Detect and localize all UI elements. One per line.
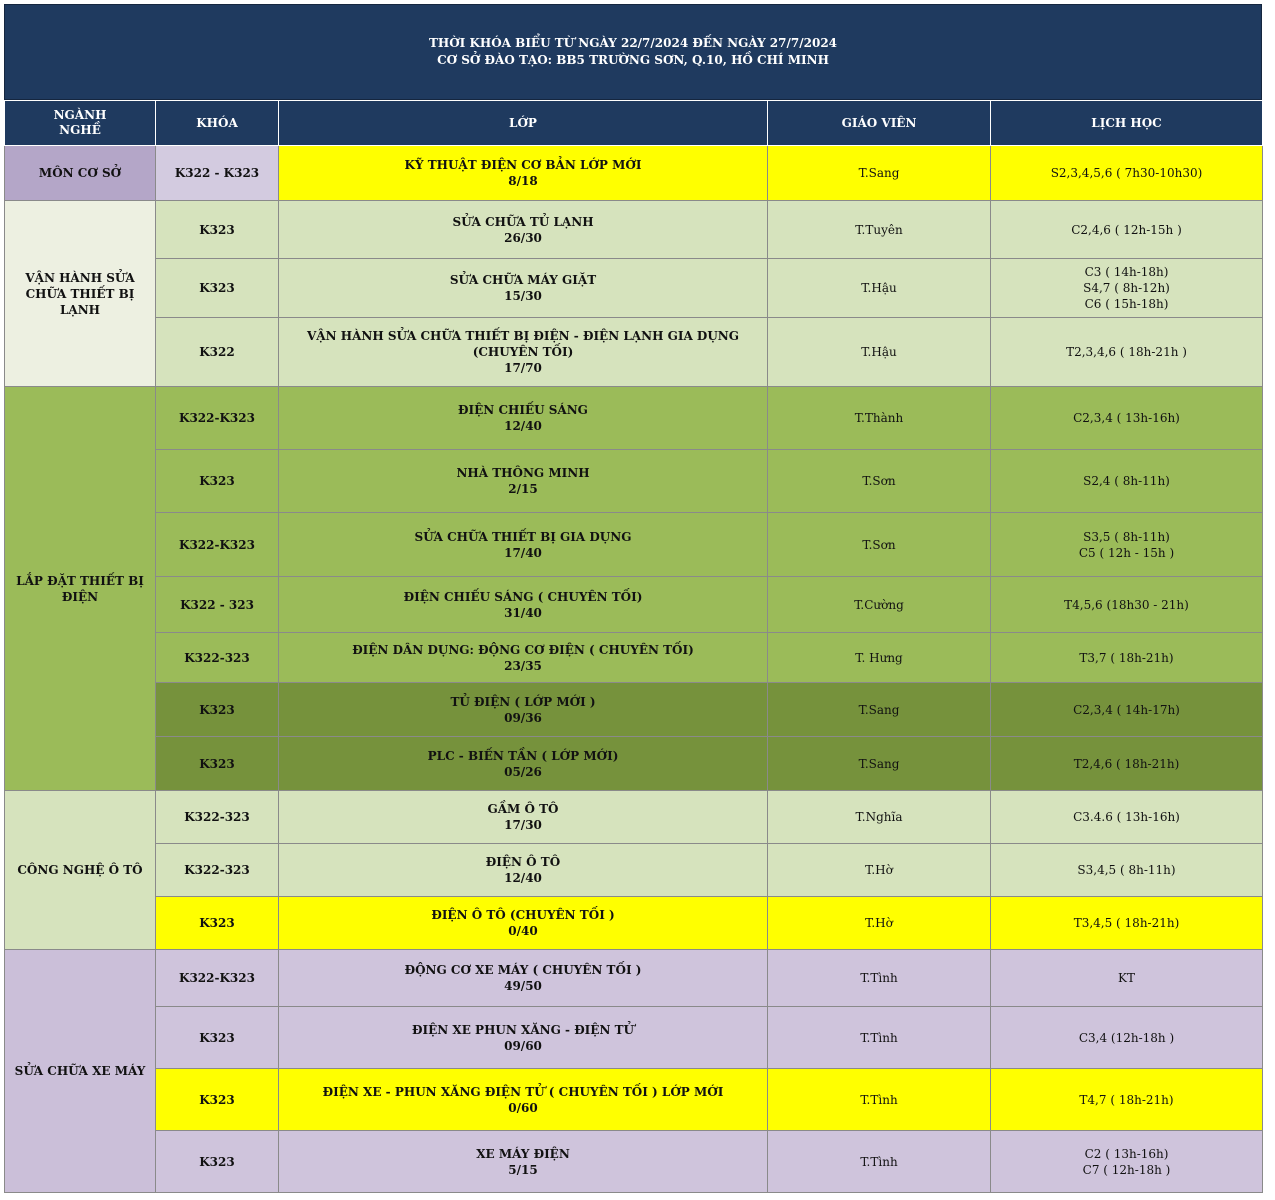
table-row: [5, 897, 1263, 950]
lich-hoc-line: C7 ( 12h-18h ): [1082, 1162, 1171, 1177]
lop-name: ĐỘNG CƠ XE MÁY ( CHUYÊN TỐI ): [404, 963, 642, 977]
lich-hoc-line: S3,4,5 ( 8h-11h): [1077, 863, 1176, 877]
nganh-cell: MÔN CƠ SỞ: [5, 146, 156, 201]
lich-hoc-line: S2,4 ( 8h-11h): [1083, 474, 1170, 488]
lich-hoc-cell: [991, 683, 1263, 737]
lich-hoc-line: S2,3,4,5,6 ( 7h30-10h30): [1050, 166, 1203, 180]
lich-hoc-cell: [991, 513, 1263, 577]
giao-vien-cell: T.Nghĩa: [768, 791, 991, 844]
lich-hoc-line: C3 ( 14h-18h): [1084, 265, 1169, 279]
giao-vien-cell: T.Sơn: [768, 513, 991, 577]
lop-cell: [279, 1007, 768, 1069]
lich-hoc-line: S4,7 ( 8h-12h): [1083, 281, 1170, 295]
schedule-table: [4, 100, 1263, 1193]
khoa-cell: K323: [156, 1007, 279, 1069]
lop-count: 15/30: [504, 289, 542, 303]
table-row: [5, 318, 1263, 387]
khoa-cell: K322-323: [156, 633, 279, 683]
lich-hoc-line: T4,5,6 (18h30 - 21h): [1064, 597, 1189, 612]
table-row: [5, 259, 1263, 318]
lop-cell: [279, 844, 768, 897]
col-header-giao-vien: GIÁO VIÊN: [768, 101, 991, 146]
lop-name: GẦM Ô TÔ: [487, 802, 559, 816]
nganh-cell: CÔNG NGHỆ Ô TÔ: [5, 791, 156, 950]
lich-hoc-line: C3,4 (12h-18h ): [1078, 1030, 1175, 1045]
lich-hoc-cell: [991, 791, 1263, 844]
lop-cell: [279, 1069, 768, 1131]
table-row: [5, 950, 1263, 1007]
lop-count: 0/60: [508, 1100, 538, 1115]
lop-count: 2/15: [508, 482, 538, 496]
khoa-cell: K322-K323: [156, 950, 279, 1007]
lich-hoc-line: C2,3,4 ( 13h-16h): [1073, 411, 1180, 425]
lop-cell: [279, 387, 768, 450]
table-row: [5, 1007, 1263, 1069]
lop-count: 31/40: [504, 605, 542, 620]
lich-hoc-cell: [991, 1007, 1263, 1069]
giao-vien-cell: T.Cường: [768, 577, 991, 633]
lich-hoc-line: C2,4,6 ( 12h-15h ): [1071, 222, 1182, 237]
col-header-nganh: [5, 101, 156, 146]
lich-hoc-line: T3,7 ( 18h-21h): [1079, 650, 1174, 665]
lich-hoc-line: C5 ( 12h - 15h ): [1078, 545, 1175, 560]
lop-name: ĐIỆN Ô TÔ: [485, 855, 561, 869]
lop-name: ĐIỆN Ô TÔ (CHUYÊN TỐI ): [431, 908, 615, 922]
lop-cell: [279, 683, 768, 737]
table-row: [5, 1069, 1263, 1131]
table-row: [5, 791, 1263, 844]
lop-cell: [279, 791, 768, 844]
lop-cell: [279, 1131, 768, 1193]
table-row: [5, 513, 1263, 577]
giao-vien-cell: T.Thành: [768, 387, 991, 450]
lich-hoc-cell: [991, 259, 1263, 318]
lich-hoc-cell: [991, 633, 1263, 683]
lop-count: 17/30: [504, 818, 542, 832]
khoa-cell: K323: [156, 450, 279, 513]
col-header-nganh-line2: NGHỀ: [59, 123, 101, 137]
lich-hoc-line: T2,3,4,6 ( 18h-21h ): [1066, 345, 1187, 359]
table-row: [5, 633, 1263, 683]
schedule-banner: [4, 4, 1262, 100]
giao-vien-cell: T.Sang: [768, 683, 991, 737]
lop-count: 12/40: [504, 871, 542, 885]
khoa-cell: K322 - 323: [156, 577, 279, 633]
khoa-cell: K323: [156, 737, 279, 791]
lich-hoc-line: S3,5 ( 8h-11h): [1083, 529, 1170, 544]
lop-name: PLC - BIẾN TẦN ( LỚP MỚI): [427, 748, 619, 763]
lich-hoc-line: C3.4.6 ( 13h-16h): [1073, 810, 1180, 824]
lich-hoc-cell: [991, 450, 1263, 513]
table-row: [5, 683, 1263, 737]
lop-name: ĐIỆN XE PHUN XĂNG - ĐIỆN TỬ: [412, 1022, 634, 1037]
lop-name: ĐIỆN XE - PHUN XĂNG ĐIỆN TỬ ( CHUYÊN TỐI ) LỚP MỚI: [322, 1084, 724, 1099]
lich-hoc-cell: [991, 1069, 1263, 1131]
khoa-cell: K322-K323: [156, 387, 279, 450]
col-header-khoa: KHÓA: [156, 101, 279, 146]
lop-cell: [279, 201, 768, 259]
col-header-nganh-line1: NGÀNH: [53, 108, 107, 122]
lich-hoc-line: T2,4,6 ( 18h-21h): [1073, 756, 1180, 771]
khoa-cell: K323: [156, 683, 279, 737]
giao-vien-cell: T.Hậu: [768, 259, 991, 318]
lop-name: ĐIỆN DÂN DỤNG: ĐỘNG CƠ ĐIỆN ( CHUYÊN TỐI): [352, 642, 694, 657]
lich-hoc-line: C2,3,4 ( 14h-17h): [1073, 702, 1180, 717]
lop-count: 8/18: [508, 174, 538, 188]
lop-count: 26/30: [504, 230, 542, 245]
lich-hoc-cell: [991, 387, 1263, 450]
lop-name: TỦ ĐIỆN ( LỚP MỚI ): [450, 694, 596, 709]
lop-name: NHÀ THÔNG MINH: [456, 466, 590, 480]
lich-hoc-cell: [991, 950, 1263, 1007]
table-row: [5, 201, 1263, 259]
lop-count: 12/40: [504, 419, 542, 433]
lop-cell: [279, 577, 768, 633]
lich-hoc-cell: [991, 897, 1263, 950]
lich-hoc-cell: [991, 318, 1263, 387]
lop-cell: [279, 737, 768, 791]
col-header-lop: LỚP: [279, 101, 768, 146]
khoa-cell: K322-323: [156, 844, 279, 897]
khoa-cell: K323: [156, 1069, 279, 1131]
giao-vien-cell: T.Hậu: [768, 318, 991, 387]
lop-count: 17/40: [504, 545, 542, 560]
lop-count: 17/70: [504, 361, 542, 375]
giao-vien-cell: T.Tình: [768, 950, 991, 1007]
nganh-cell: SỬA CHỮA XE MÁY: [5, 950, 156, 1193]
header-row: [5, 101, 1263, 146]
lich-hoc-cell: [991, 146, 1263, 201]
lop-cell: [279, 318, 768, 387]
lich-hoc-cell: [991, 1131, 1263, 1193]
lop-name: SỬA CHỮA TỦ LẠNH: [452, 214, 594, 229]
giao-vien-cell: T.Hờ: [768, 844, 991, 897]
lop-count: 09/36: [504, 710, 542, 725]
table-row: [5, 1131, 1263, 1193]
table-row: [5, 577, 1263, 633]
giao-vien-cell: T.Tuyên: [768, 201, 991, 259]
lich-hoc-cell: [991, 737, 1263, 791]
lop-cell: [279, 633, 768, 683]
lop-count: 23/35: [504, 658, 542, 673]
lop-cell: [279, 450, 768, 513]
lop-name: VẬN HÀNH SỬA CHỮA THIẾT BỊ ĐIỆN - ĐIỆN LẠNH GIA DỤNG (CHUYÊN TỐI): [306, 329, 740, 359]
lop-cell: [279, 513, 768, 577]
khoa-cell: K323: [156, 897, 279, 950]
giao-vien-cell: T.Sơn: [768, 450, 991, 513]
lop-cell: [279, 897, 768, 950]
col-header-lich-hoc: LỊCH HỌC: [991, 101, 1263, 146]
giao-vien-cell: T.Tình: [768, 1007, 991, 1069]
lop-count: 0/40: [508, 924, 538, 938]
lich-hoc-line: C6 ( 15h-18h): [1084, 297, 1169, 311]
schedule-title: THỜI KHÓA BIỂU TỪ NGÀY 22/7/2024 ĐẾN NGÀY 27/7/2024: [428, 36, 838, 50]
lop-count: 05/26: [504, 764, 542, 779]
lich-hoc-cell: [991, 201, 1263, 259]
khoa-cell: K322-K323: [156, 513, 279, 577]
table-row: [5, 844, 1263, 897]
giao-vien-cell: T.Sang: [768, 146, 991, 201]
khoa-cell: K322: [156, 318, 279, 387]
khoa-cell: K322 - K323: [156, 146, 279, 201]
khoa-cell: K323: [156, 201, 279, 259]
table-row: [5, 146, 1263, 201]
lich-hoc-line: C2 ( 13h-16h): [1084, 1146, 1169, 1161]
lop-count: 49/50: [504, 979, 542, 993]
khoa-cell: K323: [156, 1131, 279, 1193]
table-row: [5, 387, 1263, 450]
nganh-cell: VẬN HÀNH SỬA CHỮA THIẾT BỊ LẠNH: [5, 201, 156, 387]
nganh-cell: LẮP ĐẶT THIẾT BỊ ĐIỆN: [5, 387, 156, 791]
lich-hoc-cell: [991, 577, 1263, 633]
giao-vien-cell: T.Hờ: [768, 897, 991, 950]
table-row: [5, 450, 1263, 513]
lop-count: 09/60: [504, 1038, 542, 1053]
lop-count: 5/15: [508, 1162, 538, 1177]
lop-name: KỸ THUẬT ĐIỆN CƠ BẢN LỚP MỚI: [404, 158, 642, 172]
giao-vien-cell: T.Sang: [768, 737, 991, 791]
giao-vien-cell: T.Tình: [768, 1131, 991, 1193]
lich-hoc-line: T4,7 ( 18h-21h): [1079, 1092, 1174, 1107]
lop-name: SỬA CHỮA MÁY GIẶT: [449, 273, 597, 287]
lop-name: XE MÁY ĐIỆN: [476, 1146, 570, 1161]
lich-hoc-cell: [991, 844, 1263, 897]
lop-cell: [279, 146, 768, 201]
table-row: [5, 737, 1263, 791]
giao-vien-cell: T. Hưng: [768, 633, 991, 683]
khoa-cell: K323: [156, 259, 279, 318]
schedule-location: CƠ SỞ ĐÀO TẠO: BB5 TRƯỜNG SƠN, Q.10, HỒ CHÍ MINH: [437, 53, 829, 67]
schedule-sheet: [4, 4, 1262, 1193]
giao-vien-cell: T.Tình: [768, 1069, 991, 1131]
lop-name: SỬA CHỮA THIẾT BỊ GIA DỤNG: [414, 529, 632, 544]
lop-name: ĐIỆN CHIẾU SÁNG: [458, 403, 588, 417]
lich-hoc-line: T3,4,5 ( 18h-21h): [1073, 916, 1180, 930]
khoa-cell: K322-323: [156, 791, 279, 844]
lop-cell: [279, 950, 768, 1007]
lop-name: ĐIỆN CHIẾU SÁNG ( CHUYÊN TỐI): [403, 589, 643, 604]
lich-hoc-line: KT: [1118, 971, 1135, 985]
lop-cell: [279, 259, 768, 318]
